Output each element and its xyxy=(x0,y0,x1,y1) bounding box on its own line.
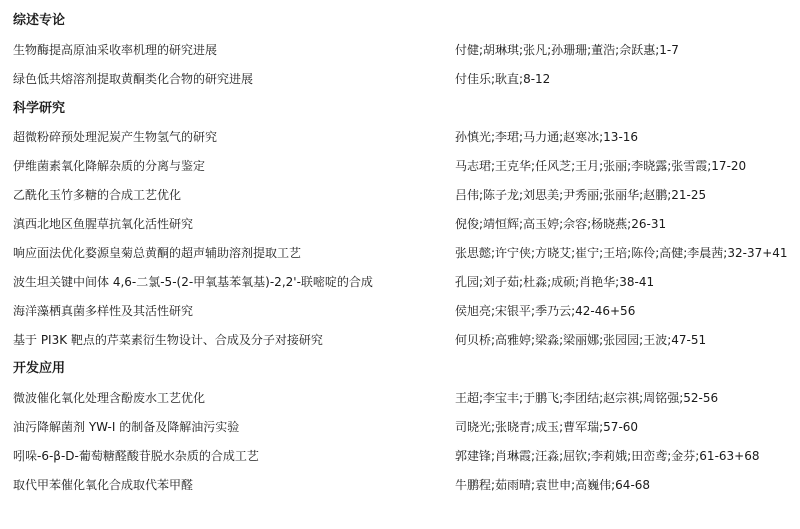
article-authors-pages: 王超;李宝丰;于鹏飞;李团结;赵宗祺;周铭强;52-56 xyxy=(455,391,719,405)
article-authors-pages: 孙慎光;李珺;马力通;赵寒冰;13-16 xyxy=(455,130,639,144)
section-title-applications: 开发应用 xyxy=(13,361,66,376)
article-authors-pages: 付佳乐;耿直;8-12 xyxy=(455,72,551,86)
toc-entry[interactable] xyxy=(0,187,800,203)
toc-entry[interactable] xyxy=(0,332,800,348)
article-authors-pages: 司晓光;张晓青;成玉;曹军瑞;57-60 xyxy=(455,420,639,434)
article-title[interactable]: 海洋藻栖真菌多样性及其活性研究 xyxy=(13,304,194,318)
article-title[interactable]: 超微粉碎预处理泥炭产生物氢气的研究 xyxy=(13,130,218,144)
article-authors-pages: 吕伟;陈子龙;刘思美;尹秀丽;张丽华;赵鹏;21-25 xyxy=(455,188,707,202)
article-title[interactable]: 油污降解菌剂 YW-I 的制备及降解油污实验 xyxy=(13,420,240,434)
toc-entry[interactable] xyxy=(0,477,800,493)
article-authors-pages: 郭建锋;肖琳霞;汪淼;屈钦;李莉娥;田峦鸢;金芬;61-63+68 xyxy=(455,449,760,463)
toc-entry[interactable] xyxy=(0,129,800,145)
article-authors-pages: 马志珺;王克华;任风芝;王月;张丽;李晓露;张雪霞;17-20 xyxy=(455,159,747,173)
article-title[interactable]: 吲哚-6-β-D-葡萄糖醛酸苷脱水杂质的合成工艺 xyxy=(13,449,259,463)
toc-entry[interactable] xyxy=(0,448,800,464)
article-title[interactable]: 基于 PI3K 靶点的芹菜素衍生物设计、合成及分子对接研究 xyxy=(13,333,323,347)
toc-entry[interactable] xyxy=(0,216,800,232)
toc-entry[interactable] xyxy=(0,71,800,87)
article-title[interactable]: 乙酰化玉竹多糖的合成工艺优化 xyxy=(13,188,182,202)
article-title[interactable]: 伊维菌素氧化降解杂质的分离与鉴定 xyxy=(13,159,206,173)
article-authors-pages: 侯旭亮;宋银平;季乃云;42-46+56 xyxy=(455,304,636,318)
toc-entry[interactable] xyxy=(0,419,800,435)
section-title-research: 科学研究 xyxy=(13,101,66,116)
article-authors-pages: 张思懿;许宁侠;方晓艾;崔宁;王培;陈伶;高健;李晨茜;32-37+41 xyxy=(455,246,788,260)
article-title[interactable]: 滇西北地区鱼腥草抗氧化活性研究 xyxy=(13,217,194,231)
toc-entry[interactable] xyxy=(0,158,800,174)
section-title-reviews: 综述专论 xyxy=(13,13,66,28)
article-title[interactable]: 生物酶提高原油采收率机理的研究进展 xyxy=(13,43,218,57)
article-title[interactable]: 微波催化氧化处理含酚废水工艺优化 xyxy=(13,391,206,405)
article-title[interactable]: 取代甲苯催化氧化合成取代苯甲醛 xyxy=(13,478,194,492)
article-title[interactable]: 波生坦关键中间体 4,6-二氯-5-(2-甲氧基苯氧基)-2,2'-联嘧啶的合成 xyxy=(13,275,373,289)
toc-entry[interactable] xyxy=(0,42,800,58)
article-authors-pages: 牛鹏程;茹雨晴;袁世申;高巍伟;64-68 xyxy=(455,478,651,492)
toc-entry[interactable] xyxy=(0,303,800,319)
article-title[interactable]: 绿色低共熔溶剂提取黄酮类化合物的研究进展 xyxy=(13,72,254,86)
article-authors-pages: 何贝桥;高雅婷;梁淼;梁丽娜;张园园;王波;47-51 xyxy=(455,333,707,347)
article-authors-pages: 付健;胡琳琪;张凡;孙珊珊;董浩;佘跃惠;1-7 xyxy=(455,43,679,57)
toc-entry[interactable] xyxy=(0,390,800,406)
article-authors-pages: 孔园;刘子茹;杜淼;成硕;肖艳华;38-41 xyxy=(455,275,655,289)
article-authors-pages: 倪俊;靖恒辉;高玉婷;佘容;杨晓燕;26-31 xyxy=(455,217,667,231)
toc-entry[interactable] xyxy=(0,245,800,261)
article-title[interactable]: 响应面法优化婺源皇菊总黄酮的超声辅助溶剂提取工艺 xyxy=(13,246,302,260)
toc-entry[interactable] xyxy=(0,274,800,290)
